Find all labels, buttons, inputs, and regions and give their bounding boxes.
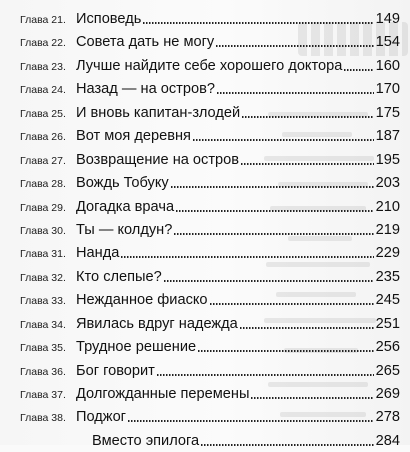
chapter-title: Догадка врача <box>76 198 175 215</box>
page-number: 203 <box>375 175 400 192</box>
chapter-number: Глава 31. <box>20 248 66 261</box>
toc-entry-32 <box>0 265 410 288</box>
page-number: 265 <box>375 362 400 379</box>
chapter-number: Глава 29. <box>20 201 66 214</box>
chapter-title: Долгожданные перемены <box>76 386 250 402</box>
chapter-title: Вот моя деревня <box>76 128 191 145</box>
chapter-title: Возвращение на остров <box>76 151 240 168</box>
dot-leader <box>171 186 374 188</box>
toc-entry-24 <box>0 77 410 100</box>
toc-entry-38 <box>0 405 410 428</box>
toc-entry-25 <box>0 101 410 124</box>
chapter-title: Исповедь <box>76 11 142 27</box>
page-number: 278 <box>375 409 400 426</box>
toc-entry-34 <box>0 312 410 335</box>
chapter-title: Бог говорит <box>76 362 155 379</box>
dot-leader <box>174 233 374 235</box>
epilogue-title: Вместо эпилога <box>92 432 200 449</box>
chapter-number: Глава 30. <box>20 224 66 237</box>
dot-leader <box>240 327 374 329</box>
toc-entry-31 <box>0 241 410 264</box>
dot-leader <box>241 163 374 165</box>
dot-leader <box>193 139 374 141</box>
page-number: 269 <box>375 386 400 402</box>
page-number: 284 <box>375 432 400 449</box>
chapter-number: Глава 26. <box>20 131 66 144</box>
table-of-contents <box>0 7 410 452</box>
page-number: 154 <box>375 34 400 51</box>
chapter-number: Глава 23. <box>20 60 66 73</box>
page-number: 210 <box>375 198 400 215</box>
chapter-title: Явилась вдруг надежда <box>76 315 238 332</box>
dot-leader <box>157 374 374 376</box>
chapter-number: Глава 28. <box>20 178 66 191</box>
page-number: 149 <box>375 11 400 27</box>
chapter-number: Глава 32. <box>20 271 66 284</box>
chapter-number: Глава 27. <box>20 154 66 167</box>
chapter-title: Вождь Тобуку <box>76 175 169 192</box>
dot-leader <box>121 256 374 258</box>
chapter-title: Ты — колдун? <box>76 221 173 238</box>
chapter-number: Глава 24. <box>20 84 66 97</box>
page-number: 251 <box>375 315 400 332</box>
toc-entry-28 <box>0 171 410 194</box>
chapter-title: Лучше найдите себе хорошего доктора <box>76 57 343 74</box>
toc-entry-27 <box>0 148 410 171</box>
chapter-title: Поджог <box>76 409 127 426</box>
page-number: 160 <box>375 57 400 74</box>
toc-entry-23 <box>0 54 410 77</box>
chapter-number: Глава 35. <box>20 342 66 355</box>
toc-entry-37 <box>0 382 410 405</box>
chapter-number: Глава 37. <box>20 389 66 401</box>
page-number: 195 <box>375 151 400 168</box>
toc-entry-22 <box>0 30 410 53</box>
toc-entry-21 <box>0 7 410 30</box>
page-number: 219 <box>375 221 400 238</box>
page-number: 245 <box>375 292 400 309</box>
chapter-number: Глава 22. <box>20 37 66 50</box>
dot-leader <box>164 280 374 282</box>
dot-leader <box>344 69 374 71</box>
dot-leader <box>198 350 374 352</box>
chapter-title: Совета дать не могу <box>76 34 215 51</box>
toc-entry-26 <box>0 124 410 147</box>
chapter-number: Глава 36. <box>20 365 66 378</box>
chapter-title: И вновь капитан-злодей <box>76 104 241 121</box>
toc-entry-29 <box>0 195 410 218</box>
page-number: 235 <box>375 268 400 285</box>
toc-entry-33 <box>0 288 410 311</box>
dot-leader <box>251 397 374 399</box>
chapter-title: Назад — на остров? <box>76 81 215 98</box>
page-number: 256 <box>375 339 400 356</box>
chapter-number: Глава 33. <box>20 295 66 308</box>
chapter-number: Глава 21. <box>20 14 66 26</box>
chapter-title: Трудное решение <box>76 339 197 356</box>
dot-leader <box>216 45 374 47</box>
toc-entry-epilogue <box>0 429 410 452</box>
toc-entry-30 <box>0 218 410 241</box>
dot-leader <box>242 116 374 118</box>
dot-leader <box>217 92 374 94</box>
chapter-title: Кто слепые? <box>76 268 162 285</box>
chapter-number: Глава 34. <box>20 318 66 331</box>
toc-entry-35 <box>0 335 410 358</box>
dot-leader <box>128 420 374 422</box>
chapter-title: Нежданное фиаско <box>76 292 208 309</box>
dot-leader <box>210 303 374 305</box>
page-number: 229 <box>375 245 400 262</box>
dot-leader <box>176 210 374 212</box>
toc-entry-36 <box>0 359 410 382</box>
chapter-title: Нанда <box>76 245 120 262</box>
dot-leader <box>143 22 374 24</box>
page-number: 175 <box>375 104 400 121</box>
page-number: 170 <box>375 81 400 98</box>
chapter-number: Глава 25. <box>20 107 66 120</box>
page-number: 187 <box>375 128 400 145</box>
chapter-number: Глава 38. <box>20 412 66 425</box>
